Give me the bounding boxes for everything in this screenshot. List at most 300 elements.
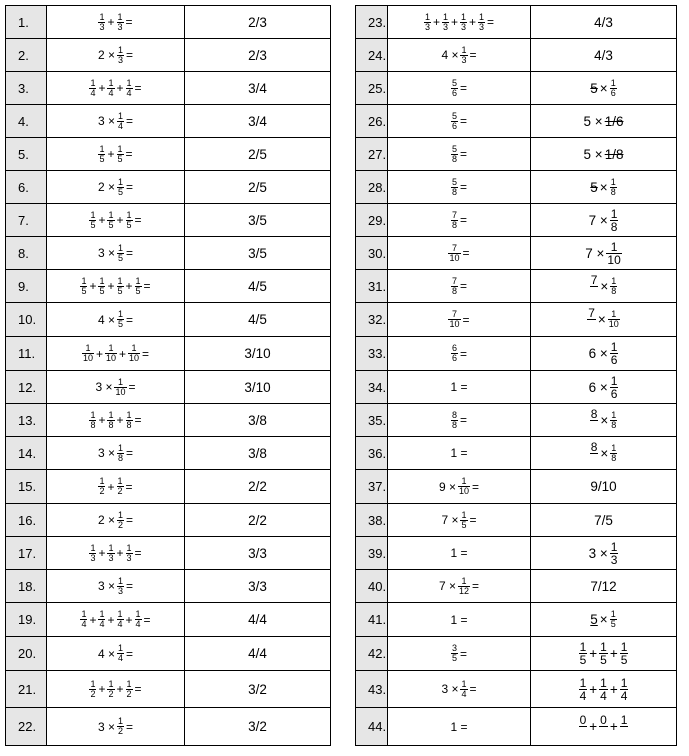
problem-answer — [185, 437, 331, 470]
problem-answer — [185, 603, 331, 637]
problem-expression — [388, 303, 531, 337]
problem-number: 36. — [356, 437, 388, 470]
text: 1 = — [450, 380, 468, 395]
denominator: 3 — [442, 21, 448, 32]
problem-expression — [47, 708, 185, 746]
numerator: 1 — [117, 609, 123, 619]
problem-row — [356, 637, 677, 671]
operator: × — [597, 312, 606, 327]
operator: + — [98, 682, 106, 696]
text: 6 × — [588, 346, 608, 361]
problem-row — [356, 603, 677, 637]
numerator: 1 — [90, 209, 96, 220]
numerator: 8 — [590, 406, 598, 421]
problem-number: 34. — [356, 371, 388, 404]
problem-row — [6, 204, 331, 237]
problem-expression — [47, 171, 185, 204]
numerator: 1 — [442, 11, 448, 22]
numerator: 1 — [135, 275, 141, 286]
left-worksheet-table — [5, 5, 331, 746]
operator: + — [107, 612, 115, 627]
denominator: 10 — [82, 353, 93, 363]
denominator: 3 — [461, 21, 467, 32]
denominator: 8 — [451, 419, 457, 430]
text: 7/12 — [590, 578, 617, 594]
fraction — [82, 344, 94, 363]
fraction — [460, 511, 467, 530]
problem-row — [6, 671, 331, 708]
numerator: 1 — [117, 716, 123, 726]
text: 3/3 — [248, 545, 267, 561]
problem-answer — [531, 204, 677, 237]
operator: + — [89, 279, 97, 293]
problem-expression — [47, 570, 185, 603]
problem-number: 6. — [6, 171, 47, 204]
problem-number: 33. — [356, 337, 388, 371]
problem-expression — [388, 6, 531, 39]
operator: = — [125, 15, 133, 29]
denominator: 8 — [126, 419, 132, 430]
numerator: 1 — [108, 678, 114, 689]
text: 3 × — [95, 380, 113, 394]
numerator: 1 — [611, 275, 617, 286]
fraction — [590, 274, 599, 299]
problem-number: 29. — [356, 204, 388, 237]
operator: = — [126, 114, 134, 128]
problem-expression — [47, 72, 185, 105]
text: 2/2 — [248, 512, 267, 528]
text: 9 × — [438, 479, 456, 494]
text: 3 × — [588, 545, 608, 561]
operator: + — [107, 15, 115, 29]
problem-expression — [47, 371, 185, 404]
problem-row — [356, 708, 677, 746]
problem-number: 15. — [6, 470, 47, 504]
numerator: 1 — [117, 110, 123, 121]
numerator: 1 — [126, 409, 132, 420]
fraction — [590, 441, 599, 466]
problem-row — [356, 39, 677, 72]
fraction — [135, 610, 142, 629]
problem-expression — [47, 404, 185, 437]
problem-row — [356, 504, 677, 537]
problem-number: 21. — [6, 671, 47, 708]
denominator: 4 — [81, 619, 87, 629]
fraction — [117, 310, 124, 329]
numerator: 1 — [81, 609, 87, 619]
denominator: 8 — [108, 419, 114, 430]
denominator: 8 — [451, 219, 457, 230]
denominator: 5 — [117, 153, 123, 164]
problem-number: 3. — [6, 72, 47, 105]
numerator: 1 — [600, 675, 607, 690]
fraction — [599, 641, 608, 666]
numerator: 1 — [611, 442, 617, 453]
numerator: 1 — [608, 310, 620, 320]
fraction — [606, 241, 621, 266]
problem-row — [6, 637, 331, 671]
numerator: 1 — [126, 678, 132, 689]
numerator: 1 — [99, 143, 105, 154]
fraction — [117, 178, 124, 197]
operator: = — [128, 380, 136, 394]
fraction — [98, 277, 105, 296]
problem-answer — [531, 470, 677, 504]
fraction — [126, 544, 133, 563]
text: 3 × — [97, 114, 115, 128]
fraction — [579, 677, 588, 702]
denominator: 2 — [126, 688, 132, 699]
fraction — [460, 13, 467, 32]
fraction — [135, 277, 142, 296]
text: 1 = — [450, 546, 468, 561]
denominator: 8 — [451, 186, 457, 197]
text: 7 × — [438, 579, 456, 593]
operator: + — [98, 81, 106, 95]
denominator: 8 — [90, 419, 96, 430]
problem-row — [6, 6, 331, 39]
problem-row — [356, 270, 677, 303]
operator: = — [469, 682, 477, 696]
problem-number: 26. — [356, 105, 388, 138]
denominator: 5 — [117, 285, 123, 296]
text: 3/2 — [248, 719, 267, 735]
problem-row — [356, 105, 677, 138]
numerator: 1 — [611, 409, 617, 420]
problem-number: 32. — [356, 303, 388, 337]
problem-expression — [47, 337, 185, 371]
denominator: 4 — [579, 688, 587, 703]
denominator: 4 — [135, 619, 141, 629]
problem-expression — [47, 105, 185, 138]
denominator: 5 — [99, 285, 105, 296]
denominator: 2 — [99, 486, 105, 496]
problem-expression — [388, 237, 531, 270]
problem-answer — [531, 72, 677, 105]
numerator: 1 — [117, 575, 123, 586]
fraction — [451, 411, 458, 430]
text: 2 × — [97, 48, 115, 62]
fraction — [590, 408, 599, 433]
numerator: 1 — [117, 509, 123, 520]
denominator: 8 — [610, 186, 616, 197]
numerator: 1 — [90, 542, 96, 553]
problem-number: 14. — [6, 437, 47, 470]
denominator: 8 — [451, 285, 457, 296]
fraction — [608, 310, 620, 329]
problem-row — [356, 337, 677, 371]
fraction — [80, 277, 87, 296]
problem-expression — [388, 204, 531, 237]
operator: = — [126, 646, 134, 661]
numerator: 1 — [117, 442, 123, 453]
problem-number: 38. — [356, 504, 388, 537]
problem-expression — [388, 671, 531, 708]
problem-expression — [47, 138, 185, 171]
problem-answer — [531, 270, 677, 303]
problem-answer — [185, 570, 331, 603]
fraction — [117, 477, 124, 496]
fraction — [610, 79, 617, 98]
numerator: 1 — [610, 176, 616, 187]
problem-expression — [388, 537, 531, 570]
operator: × — [599, 80, 608, 96]
numerator: 1 — [458, 577, 470, 587]
numerator: 1 — [108, 209, 114, 220]
numerator: 1 — [135, 609, 141, 619]
fraction — [610, 341, 619, 366]
problem-answer — [185, 470, 331, 504]
numerator: 5 — [451, 110, 457, 121]
problem-answer — [531, 708, 677, 746]
problem-row — [6, 303, 331, 337]
fraction — [98, 610, 105, 629]
problem-row — [6, 470, 331, 504]
numerator: 1 — [117, 11, 123, 22]
text: 1 = — [450, 719, 468, 734]
operator: = — [126, 312, 134, 327]
problem-row — [356, 72, 677, 105]
problem-row — [356, 6, 677, 39]
fraction — [89, 211, 96, 230]
denominator: 12 — [458, 585, 469, 596]
problem-answer — [185, 72, 331, 105]
text: 7 × — [441, 513, 459, 527]
problem-answer — [531, 337, 677, 371]
denominator: 3 — [479, 21, 485, 32]
fraction — [579, 641, 588, 666]
denominator — [587, 320, 596, 332]
problem-number: 42. — [356, 637, 388, 671]
fraction — [599, 714, 608, 739]
text: 4/4 — [248, 612, 267, 628]
numerator: 1 — [461, 44, 467, 55]
operator: + — [609, 719, 618, 734]
operator: + — [107, 279, 115, 293]
text: 3/4 — [248, 113, 267, 129]
problem-number: 23. — [356, 6, 388, 39]
problem-answer — [531, 303, 677, 337]
fraction — [117, 277, 124, 296]
fraction — [107, 411, 114, 430]
problem-expression — [388, 504, 531, 537]
fraction — [126, 211, 133, 230]
numerator: 0 — [579, 713, 587, 727]
operator: + — [450, 15, 458, 29]
operator: = — [460, 81, 468, 95]
numerator: 1 — [99, 476, 105, 486]
numerator: 1 — [610, 77, 616, 88]
numerator: 1 — [610, 373, 618, 388]
text: 9/10 — [590, 479, 617, 495]
denominator: 3 — [99, 21, 105, 32]
problem-expression — [388, 708, 531, 746]
fraction — [460, 46, 467, 65]
problem-expression — [388, 570, 531, 603]
text: 4/5 — [248, 278, 267, 294]
problem-number: 27. — [356, 138, 388, 171]
operator: + — [116, 682, 124, 696]
problem-expression — [47, 270, 185, 303]
denominator: 4 — [461, 688, 467, 699]
fraction — [89, 680, 96, 699]
problem-answer — [531, 637, 677, 671]
denominator: 4 — [90, 87, 96, 98]
problem-row — [6, 270, 331, 303]
problem-expression — [47, 671, 185, 708]
text: 3 × — [97, 579, 115, 593]
numerator: 1 — [117, 643, 123, 653]
denominator: 2 — [117, 519, 123, 530]
numerator: 5 — [451, 143, 457, 154]
numerator: 7 — [448, 310, 460, 320]
problem-expression — [47, 637, 185, 671]
fraction — [89, 544, 96, 563]
problem-number: 25. — [356, 72, 388, 105]
numerator: 1 — [424, 11, 430, 22]
denominator: 6 — [451, 120, 457, 131]
fraction — [587, 307, 596, 332]
operator: = — [460, 279, 468, 293]
problem-answer — [185, 6, 331, 39]
problem-row — [6, 337, 331, 371]
operator: = — [125, 147, 133, 161]
text: 3 × — [441, 682, 459, 696]
problem-row — [6, 371, 331, 404]
fraction — [451, 277, 458, 296]
problem-answer — [531, 671, 677, 708]
fraction — [98, 13, 105, 32]
operator: = — [460, 147, 468, 161]
operator: × — [599, 179, 608, 195]
operator: + — [469, 15, 477, 29]
problem-answer — [531, 39, 677, 72]
text: 2 × — [97, 513, 115, 527]
problem-answer — [185, 303, 331, 337]
fraction — [117, 717, 124, 736]
operator: + — [116, 81, 124, 95]
denominator: 2 — [90, 688, 96, 699]
numerator: 1 — [610, 539, 618, 554]
fraction — [458, 477, 470, 496]
fraction — [442, 13, 449, 32]
numerator: 7 — [451, 275, 457, 286]
text: 2 × — [97, 180, 115, 194]
numerator: 3 — [451, 643, 457, 653]
problem-number: 19. — [6, 603, 47, 637]
denominator: 10 — [129, 353, 140, 363]
problem-number: 8. — [6, 237, 47, 270]
denominator: 5 — [81, 285, 87, 296]
problem-answer — [531, 171, 677, 204]
problem-number: 44. — [356, 708, 388, 746]
numerator: 1 — [600, 640, 607, 654]
operator: + — [119, 346, 127, 361]
fraction — [451, 178, 458, 197]
numerator: 1 — [579, 640, 587, 654]
numerator: 1 — [90, 77, 96, 88]
problem-answer — [185, 671, 331, 708]
fraction — [610, 541, 619, 566]
numerator: 1 — [620, 675, 628, 690]
denominator: 8 — [610, 219, 618, 234]
text: 3/3 — [248, 578, 267, 594]
text: 4 × — [441, 48, 459, 62]
problem-answer — [185, 708, 331, 746]
problem-number: 18. — [6, 570, 47, 603]
operator: = — [126, 513, 134, 527]
operator: = — [134, 413, 142, 427]
problem-row — [356, 138, 677, 171]
fraction — [610, 444, 617, 463]
problem-number: 5. — [6, 138, 47, 171]
text: 3/4 — [248, 80, 267, 96]
operator: + — [125, 612, 133, 627]
fraction — [451, 145, 458, 164]
denominator: 2 — [117, 486, 123, 496]
fraction — [107, 680, 114, 699]
operator: = — [126, 246, 134, 260]
operator: = — [469, 513, 477, 527]
problem-answer — [185, 138, 331, 171]
problem-row — [356, 303, 677, 337]
numerator: 1 — [126, 77, 132, 88]
problem-answer — [185, 270, 331, 303]
fraction — [80, 610, 87, 629]
operator: × — [600, 278, 609, 294]
operator: + — [107, 479, 115, 494]
problem-answer — [185, 237, 331, 270]
fraction — [478, 13, 485, 32]
right-worksheet-table — [355, 5, 677, 746]
fraction — [451, 112, 458, 131]
fraction — [117, 145, 124, 164]
problem-expression — [47, 470, 185, 504]
fraction — [107, 544, 114, 563]
denominator: 5 — [117, 252, 123, 263]
operator: + — [107, 147, 115, 161]
denominator: 4 — [99, 619, 105, 629]
problem-number: 35. — [356, 404, 388, 437]
text: 4/3 — [594, 14, 613, 30]
problem-number: 39. — [356, 537, 388, 570]
numerator: 1 — [126, 542, 132, 553]
problem-number: 4. — [6, 105, 47, 138]
denominator: 3 — [90, 552, 96, 563]
numerator: 1 — [117, 143, 123, 154]
problem-number: 43. — [356, 671, 388, 708]
fraction — [610, 208, 619, 233]
fraction — [610, 375, 619, 400]
fraction — [620, 641, 629, 666]
numerator: 6 — [451, 343, 457, 353]
operator: + — [116, 546, 124, 560]
problem-answer — [185, 404, 331, 437]
numerator: 1 — [461, 11, 467, 22]
denominator: 5 — [620, 653, 628, 667]
denominator: 3 — [117, 21, 123, 32]
problem-expression — [388, 371, 531, 404]
problem-expression — [47, 303, 185, 337]
problem-answer — [531, 138, 677, 171]
problem-number: 31. — [356, 270, 388, 303]
problem-number: 17. — [6, 537, 47, 570]
operator: = — [460, 413, 468, 427]
operator: + — [98, 546, 106, 560]
fraction — [126, 79, 133, 98]
struck-value: 5 — [590, 179, 598, 195]
fraction — [117, 577, 124, 596]
